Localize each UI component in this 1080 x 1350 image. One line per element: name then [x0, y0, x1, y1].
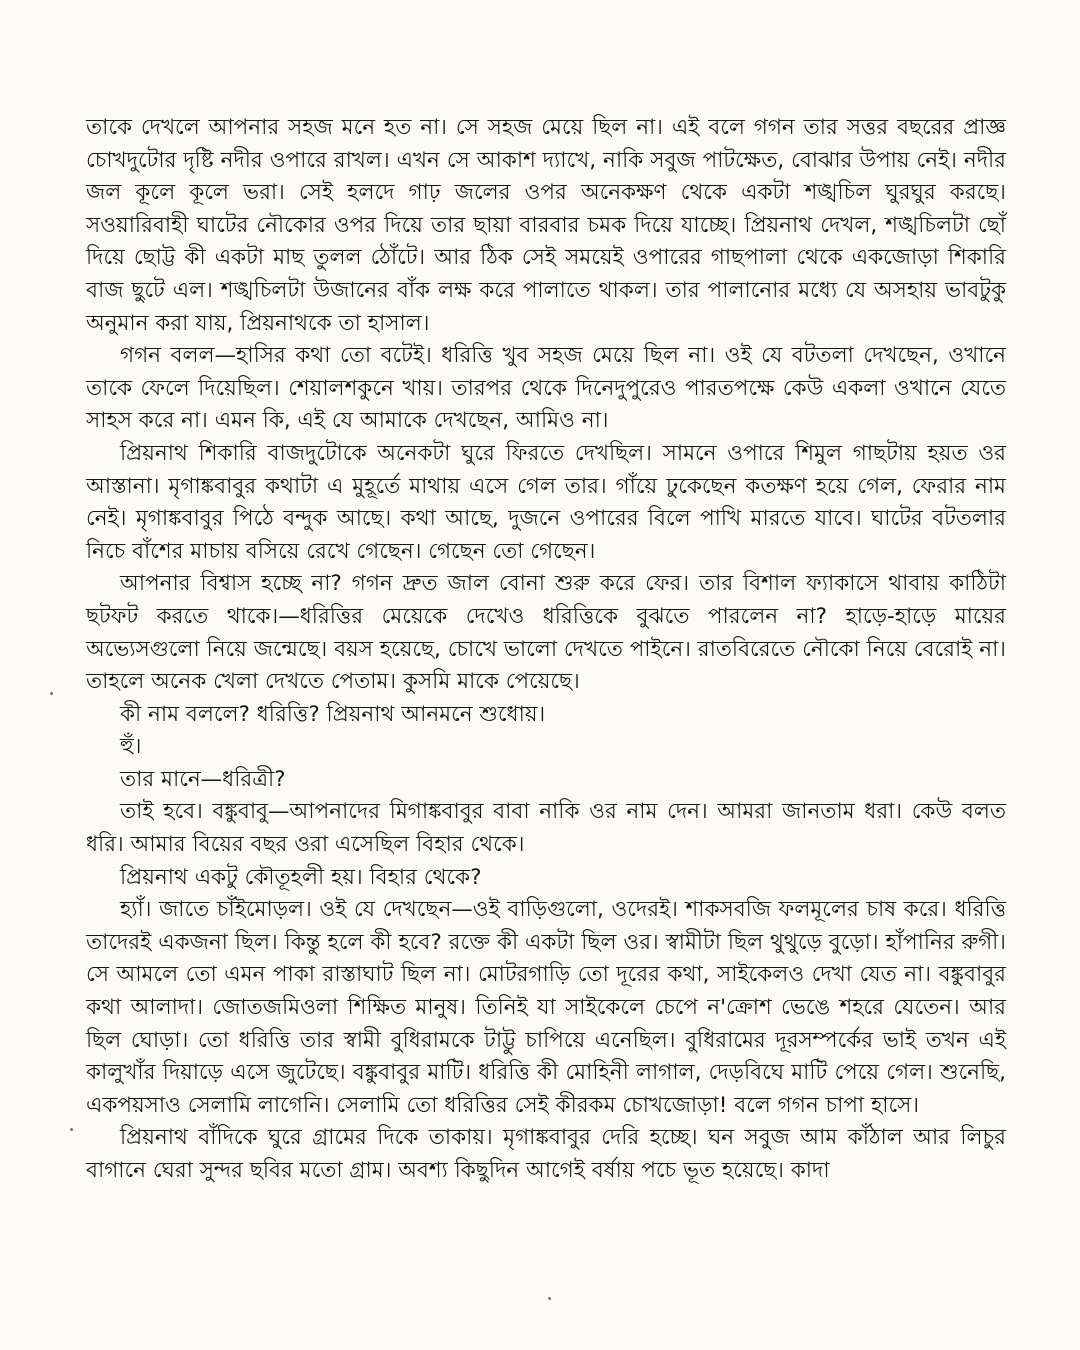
- paper-speck: [50, 692, 53, 695]
- paper-speck: [70, 1128, 73, 1131]
- paper-speck: [548, 1297, 551, 1300]
- paragraph-9: প্রিয়নাথ একটু কৌতূহলী হয়। বিহার থেকে?: [120, 864, 482, 890]
- paragraph-1: তাকে দেখলে আপনার সহজ মনে হত না। সে সহজ মেয়ে ছিল না। এই বলে গগন তার সত্তর বছরের প্রাজ্ঞ চোখদুটোর দৃষ্টি নদীর ওপারে রাখল। এখন সে আকাশ দ্যাখে, নাকি সবুজ পাটক্ষেত, বোঝার উপায় নেই। নদীর জল কূলে কূলে ভরা। সেই হলদে গাঢ় জলের ওপর অনেকক্ষণ থেকে একটা শঙ্খচিল ঘুরঘুর করছে। সওয়ারিবাহী ঘাটের নৌকোর ওপর দিয়ে তার ছায়া বারবার চমক দিয়ে যাচ্ছে। প্রিয়নাথ দেখল, শঙ্খচিলটা ছোঁ দিয়ে ছোট্ট কী একটা মাছ তুলল ঠোঁটে। আর ঠিক সেই সময়েই ওপারের গাছপালা থেকে একজোড়া শিকারি বাজ ছুটে এল। শঙ্খচিলটা উজানের বাঁক লক্ষ করে পালাতে থাকল। তার পালানোর মধ্যে যে অসহায় ভাবটুকু অনুমান করা যায়, প্রিয়নাথকে তা হাসাল।: [86, 115, 1006, 336]
- paragraph-2: গগন বলল—হাসির কথা তো বটেই। ধরিত্তি খুব সহজ মেয়ে ছিল না। ওই যে বটতলা দেখছেন, ওখানে তাকে ফেলে দিয়েছিল। শেয়ালশকুনে খায়। তারপর থেকে দিনেদুপুরেও পারতপক্ষে কেউ একলা ওখানে যেতে সাহস করে না। এমন কি, এই যে আমাকে দেখছেন, আমিও না।: [86, 343, 1006, 434]
- paragraph-8: তাই হবে। বঙ্কুবাবু—আপনাদের মিগাঙ্কবাবুর বাবা নাকি ওর নাম দেন। আমরা জানতাম ধরা। কেউ বলত ধরি। আমার বিয়ের বছর ওরা এসেছিল বিহার থেকে।: [86, 799, 1006, 858]
- paragraph-6: হুঁ।: [120, 734, 142, 760]
- story-page: [86, 112, 1006, 1292]
- paragraph-10: হ্যাঁ। জাতে চাঁইমোড়ল। ওই যে দেখছেন—ওই বাড়িগুলো, ওদেরই। শাকসবজি ফলমূলের চাষ করে। ধরিত্তি তাদেরই একজনা ছিল। কিন্তু হলে কী হবে? রক্তে কী একটা ছিল ওর। স্বামীটা ছিল থুথুড়ে বুড়ো। হাঁপানির রুগী। সে আমলে তো এমন পাকা রাস্তাঘাট ছিল না। মোটরগাড়ি তো দূরের কথা, সাইকেলও দেখা যেত না। বঙ্কুবাবুর কথা আলাদা। জোতজমিওলা শিক্ষিত মানুষ। তিনিই যা সাইকেলে চেপে ন'ক্রোশ ভেঙে শহরে যেতেন। আর ছিল ঘোড়া। তো ধরিত্তি তার স্বামী বুধিরামকে টাট্টু চাপিয়ে এনেছিল। বুধিরামের দূরসম্পর্কের ভাই তখন এই কালুখাঁর দিয়াড়ে এসে জুটেছে। বঙ্কুবাবুর মাটি। ধরিত্তি কী মোহিনী লাগাল, দেড়বিঘে মাটি পেয়ে গেল। শুনেছি, একপয়সাও সেলামি লাগেনি। সেলামি তো ধরিত্তির সেই কীরকম চোখজোড়া! বলে গগন চাপা হাসে।: [86, 897, 1006, 1118]
- paragraph-7: তার মানে—ধরিত্রী?: [120, 766, 286, 792]
- paragraph-4: আপনার বিশ্বাস হচ্ছে না? গগন দ্রুত জাল বোনা শুরু করে ফের। তার বিশাল ফ্যাকাসে থাবায় কাঠিটা ছটফট করতে থাকে।—ধরিত্তির মেয়েকে দেখেও ধরিত্তিকে বুঝতে পারলেন না? হাড়ে-হাড়ে মায়ের অভ্যেসগুলো নিয়ে জন্মেছে। বয়স হয়েছে, চোখে ভালো দেখতে পাইনে। রাতবিরেতে নৌকো নিয়ে বেরোই না। তাহলে অনেক খেলা দেখতে পেতাম। কুসমি মাকে পেয়েছে।: [86, 571, 1006, 695]
- paragraph-5: কী নাম বললে? ধরিত্তি? প্রিয়নাথ আনমনে শুধোয়।: [120, 701, 546, 727]
- paragraph-11: প্রিয়নাথ বাঁদিকে ঘুরে গ্রামের দিকে তাকায়। মৃগাঙ্কবাবুর দেরি হচ্ছে। ঘন সবুজ আম কাঁঠাল আর লিচুর বাগানে ঘেরা সুন্দর ছবির মতো গ্রাম। অবশ্য কিছুদিন আগেই বর্ষায় পচে ভূত হয়েছে। কাদা: [86, 1125, 1006, 1183]
- paragraph-3: প্রিয়নাথ শিকারি বাজদুটোকে অনেকটা ঘুরে ফিরতে দেখছিল। সামনে ওপারে শিমুল গাছটায় হয়ত ওর আস্তানা। মৃগাঙ্কবাবুর কথাটা এ মুহূর্তে মাথায় এসে গেল তার। গাঁয়ে ঢুকেছেন কতক্ষণ হয়ে গেল, ফেরার নাম নেই। মৃগাঙ্কবাবুর পিঠে বন্দুক আছে। কথা আছে, দুজনে ওপারের বিলে পাখি মারতে যাবে। ঘাটের বটতলার নিচে বাঁশের মাচায় বসিয়ে রেখে গেছেন। গেছেন তো গেছেন।: [86, 440, 1006, 564]
